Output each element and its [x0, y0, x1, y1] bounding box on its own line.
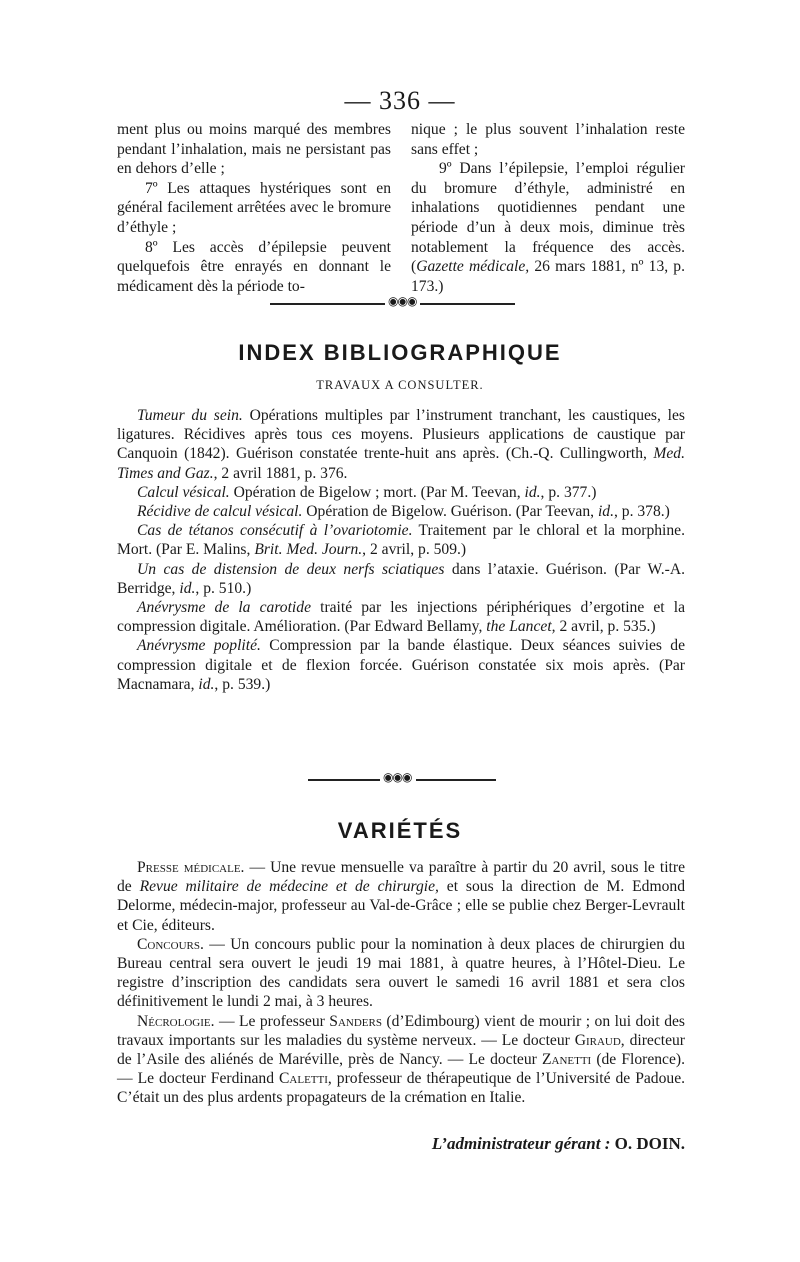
entry-title: Un cas de distension de deux nerfs sciatiques: [137, 560, 445, 578]
entry-text: , p. 510.): [195, 579, 252, 597]
right-column: [411, 120, 685, 296]
section-label: Nécrologie.: [137, 1012, 215, 1030]
entry-text: , p. 539.): [214, 675, 271, 693]
entry-text: Opérations multiples par l’instrument tranchant, les caustiques, les ligatures. Récidives après tous ces moyens. Plusieurs applications de caustique par Canquoin (1842). Guérison constatée trente-huit ans après. (Ch.-Q. Cullingworth,: [117, 407, 685, 463]
citation-italic: Gazette médicale,: [416, 258, 530, 276]
entry-source: Med. Times and Gaz.: [117, 445, 685, 482]
entry-title: Cas de tétanos consécutif à l’ovariotomie.: [137, 522, 413, 540]
section-label: Presse médicale.: [137, 859, 245, 876]
paragraph-text: (de Florence). — Le docteur Ferdinand: [117, 1051, 685, 1088]
entry-text: , p. 377.): [540, 483, 597, 501]
index-entry: [117, 502, 685, 521]
top-columns: [117, 120, 685, 295]
person-name: Sanders: [329, 1012, 382, 1030]
paragraph-text: , professeur de thérapeutique de l’Université de Padoue. C’était un des plus ardents propagateurs de la crémation en Italie.: [117, 1070, 686, 1107]
entry-title: Anévrysme poplité.: [137, 637, 261, 655]
signature-name: O. DOIN.: [610, 1134, 685, 1153]
paragraph-text: 9º Dans l’épilepsie, l’emploi régulier du bromure d’éthyle, administré en inhalations quotidiennes pendant une période d’un à deux mois, diminue très notablement la fréquence des accès.(: [411, 160, 685, 276]
entry-text: Compression par la bande élastique. Deux séances suivies de compression digitale et de flexion forcée. Guérison constatée six mois après. (Par Macnamara,: [117, 637, 685, 693]
entry-source: Brit. Med. Journ.: [254, 541, 363, 559]
index-entries: [117, 406, 685, 694]
ornament-dots: ◉◉◉: [383, 770, 412, 784]
person-name: Zanetti: [541, 1051, 592, 1069]
entry-title: Récidive de calcul vésical.: [137, 503, 303, 521]
varietes-title: VARIÉTÉS: [337, 818, 463, 843]
index-entry: [117, 521, 685, 559]
page-number: — 336 —: [344, 86, 456, 115]
entry-text: traité par les injections périphériques d’ergotine et la compression digitale. Amélioration. (Par Edward Bellamy,: [117, 599, 685, 636]
index-entry: [117, 560, 685, 598]
journal-title: Revue militaire de médecine et de chirurgie,: [139, 878, 439, 896]
left-column: [117, 120, 391, 296]
entry-text: Traitement par le chloral et la morphine. Mort. (Par E. Malins,: [117, 522, 685, 559]
paragraph-text: , directeur de l’Asile des aliénés de Maréville, près de Nancy. — Le docteur: [117, 1031, 685, 1069]
varietes-body: [117, 858, 685, 1108]
paragraph-text: 26 mars 1881, nº 13, p. 173.): [411, 258, 685, 295]
paragraph: [411, 159, 685, 296]
index-subtitle: TRAVAUX A CONSULTER.: [316, 378, 484, 392]
necrologie-paragraph: [117, 1012, 685, 1108]
person-name: Giraud: [574, 1031, 621, 1049]
signature: [340, 1134, 685, 1154]
entry-source: the Lancet,: [486, 618, 556, 636]
entry-source: id.: [597, 503, 614, 521]
entry-source: id.: [198, 675, 215, 693]
paragraph-text: — Un concours public pour la nomination à deux places de chirurgien du Bureau central sera ouvert le jeudi 19 mai 1881, à quatre heures, à l’Hôtel-Dieu. Le registre d’inscription des candidats sera ouvert le samedi 16 avril 1881 et sera clos définitivement le lundi 2 mai, à 3 heures.: [117, 935, 685, 1011]
entry-text: , p. 378.): [613, 503, 670, 521]
presse-paragraph: [117, 858, 685, 935]
paragraph: ment plus ou moins marqué des membres pendant l’inhalation, mais ne persistant pas en dehors d’elle ;: [117, 121, 391, 178]
entry-text: dans l’ataxie. Guérison. (Par W.-A. Berridge,: [117, 560, 685, 597]
ornament-dots: ◉◉◉: [388, 294, 417, 308]
index-entry: [117, 636, 685, 694]
index-title: INDEX BIBLIOGRAPHIQUE: [238, 340, 562, 365]
concours-paragraph: [117, 935, 685, 1012]
entry-text: , 2 avril, p. 509.): [362, 541, 467, 559]
paragraph-text: (d’Edimbourg) vient de mourir ; on lui doit des travaux importants sur les maladies du système nerveux. — Le docteur: [117, 1012, 685, 1049]
section-label: Concours.: [137, 935, 204, 953]
paragraph-text: et sous la direction de M. Edmond Delorme, médecin-major, professeur au Val-de-Grâce ; elle se publie chez Berger-Levrault et Cie, éditeurs.: [117, 878, 685, 934]
index-entry: [117, 483, 685, 502]
index-entry: [117, 598, 685, 636]
signature-label: L’administrateur gérant :: [431, 1134, 611, 1153]
person-name: Caletti: [279, 1070, 328, 1088]
entry-source: id.: [524, 483, 541, 501]
section-ornament: [270, 294, 530, 308]
paragraph-text: — Le professeur: [214, 1012, 330, 1030]
entry-title: Calcul vésical.: [137, 483, 230, 501]
index-entry: [117, 406, 685, 483]
paragraph: nique ; le plus souvent l’inhalation reste sans effet ;: [411, 121, 685, 158]
entry-source: id.: [179, 579, 196, 597]
paragraph-text: — Une revue mensuelle va paraître à partir du 20 avril, sous le titre de: [117, 859, 685, 896]
paragraph: 7º Les attaques hystériques sont en général facilement arrêtées avec le bromure d’éthyle ;: [117, 179, 391, 236]
entry-text: , 2 avril 1881, p. 376.: [213, 464, 348, 482]
paragraph: 8º Les accès d’épilepsie peuvent quelquefois être enrayés en donnant le médicament dès la période to-: [117, 238, 391, 295]
entry-text: 2 avril, p. 535.): [555, 618, 656, 636]
entry-text: Opération de Bigelow. Guérison. (Par Teevan,: [302, 503, 598, 521]
entry-title: Tumeur du sein.: [137, 407, 243, 424]
entry-text: Opération de Bigelow ; mort. (Par M. Teevan,: [229, 483, 525, 501]
section-ornament: [308, 770, 498, 784]
entry-title: Anévrysme de la carotide: [137, 599, 311, 617]
